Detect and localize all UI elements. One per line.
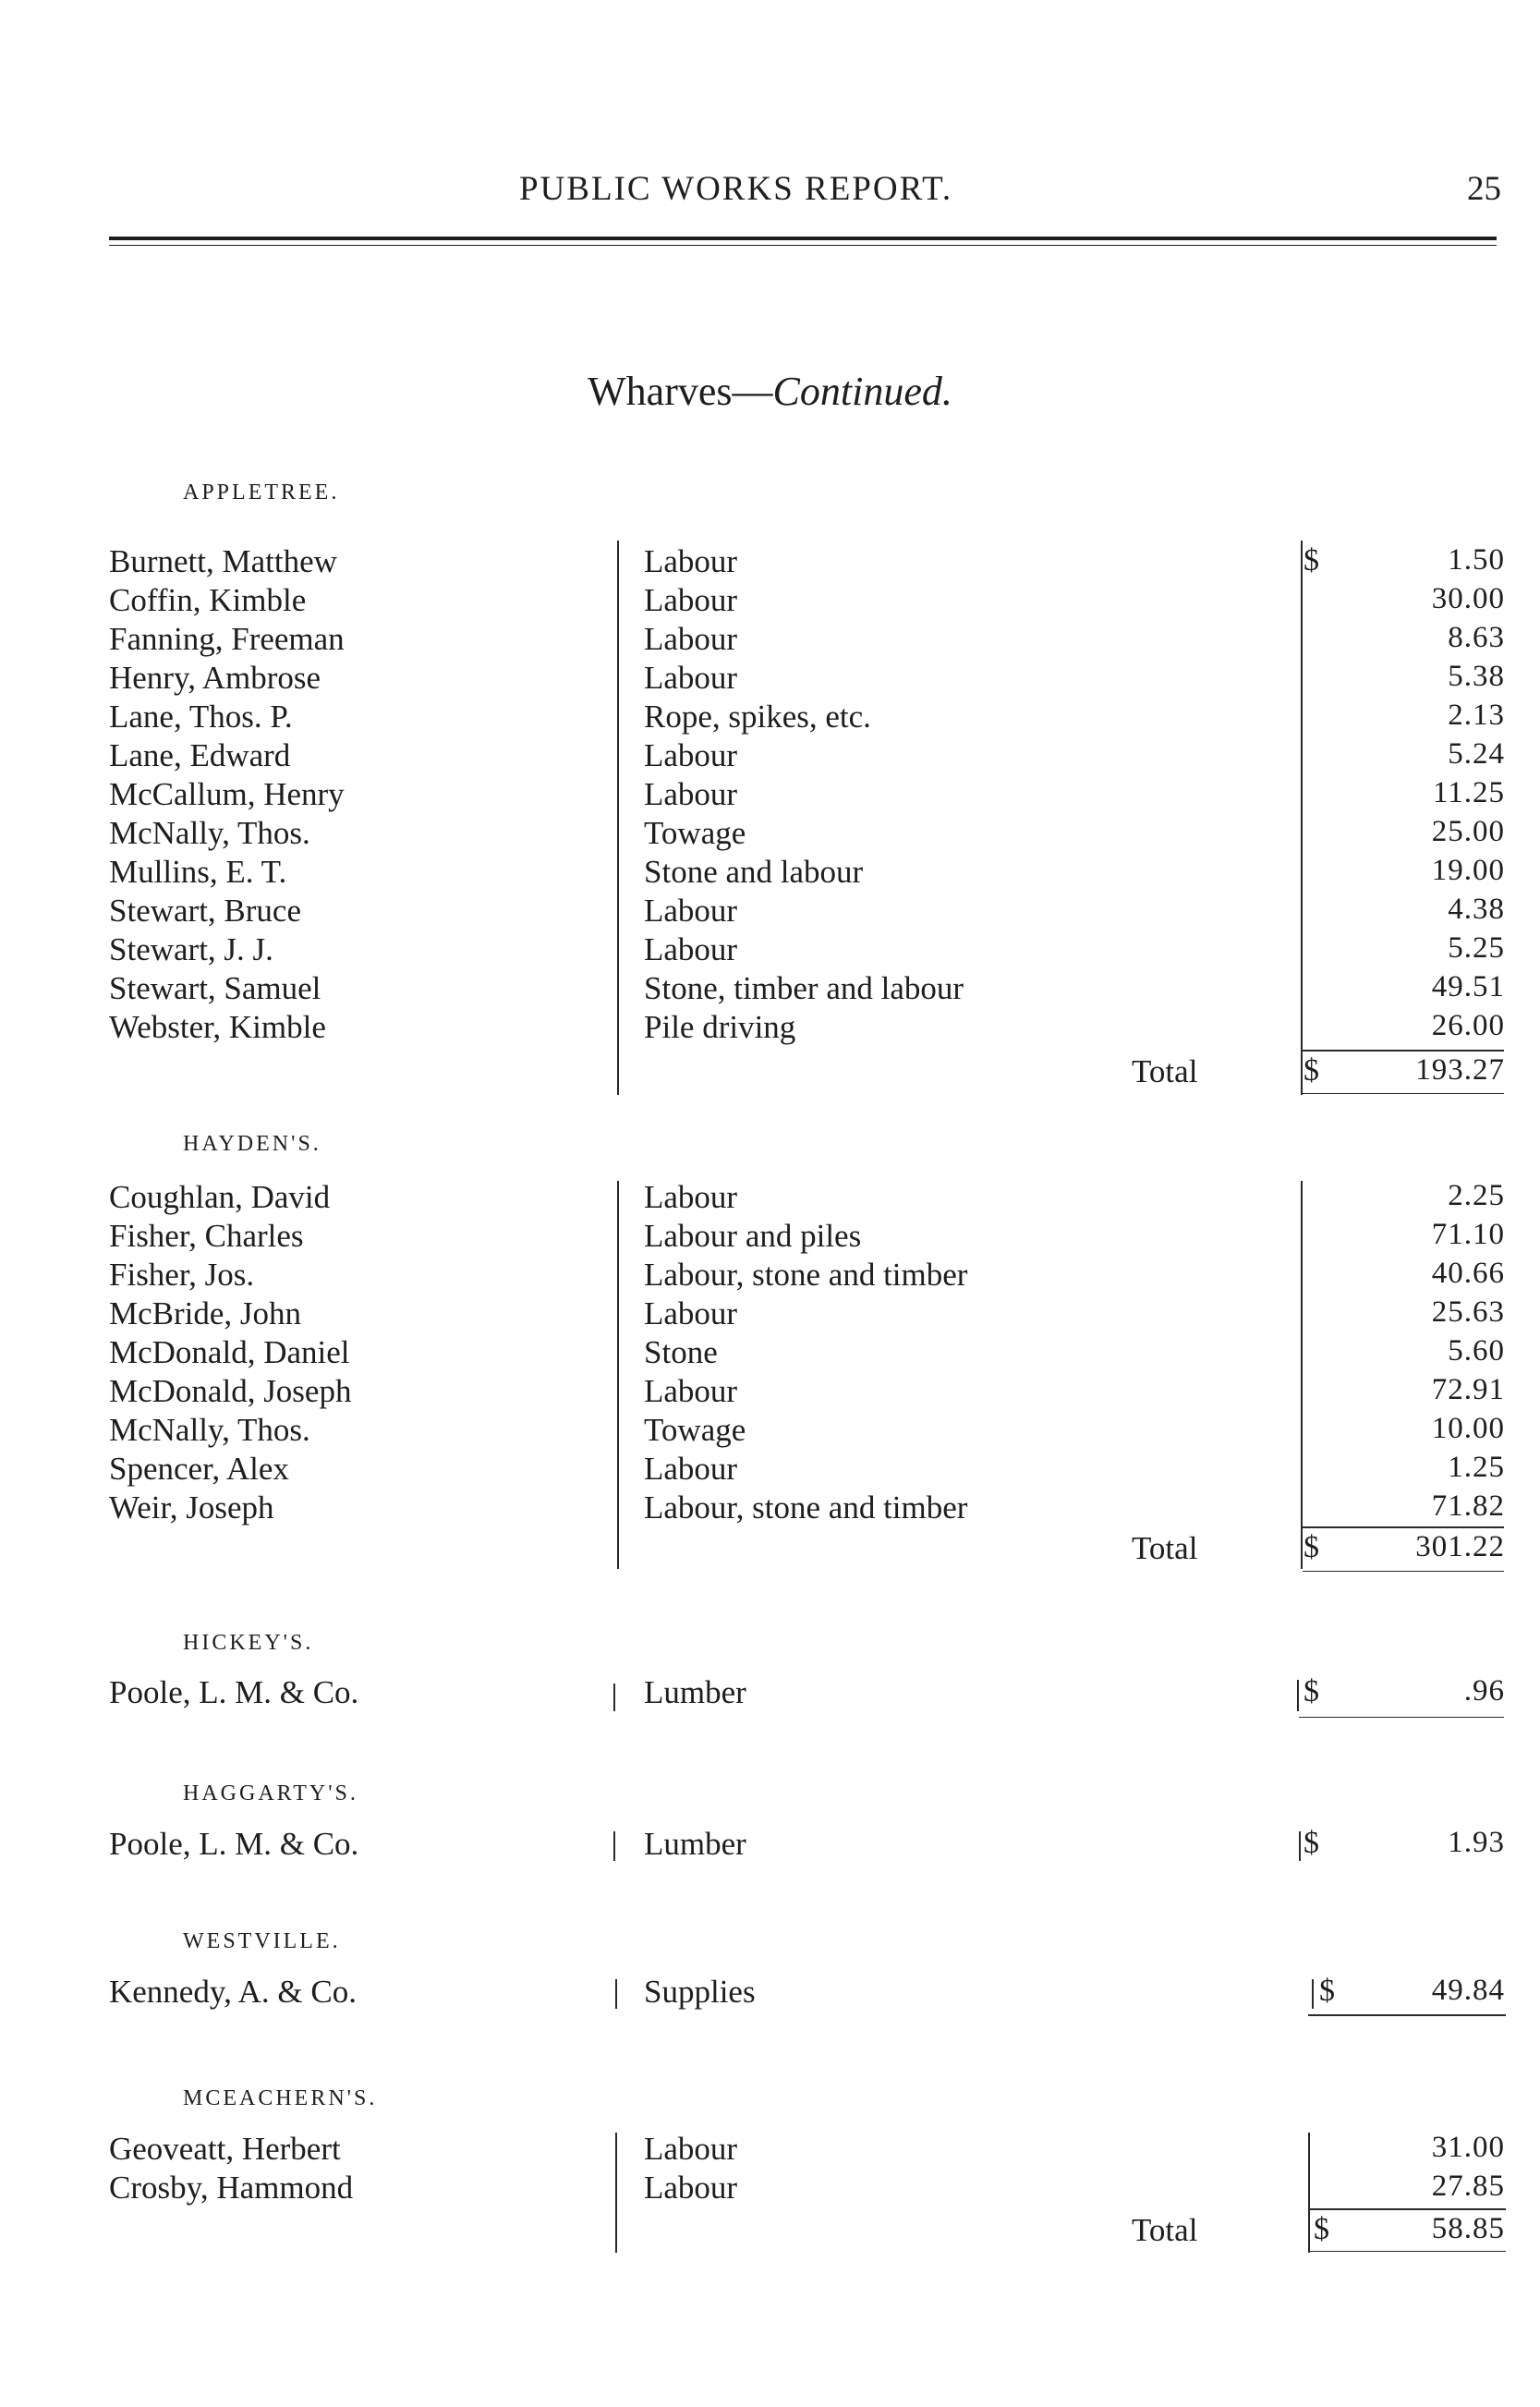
item-description: Labour [644,660,738,696]
amount: 1.25 [1448,1451,1505,1484]
item-description: Labour [644,2131,738,2167]
amount: 10.00 [1431,1412,1505,1445]
page-header [0,169,1540,215]
amount: 26.00 [1431,1009,1505,1042]
item-description: Labour [644,1373,738,1409]
item-description: Labour [644,1295,738,1331]
item-description: Labour, stone and timber [644,1489,968,1526]
table-row [0,1451,1540,1489]
dollar-sign: $ [1304,1826,1319,1860]
heading-continued: Continued. [772,369,952,414]
table-row [0,1257,1540,1295]
item-description: Labour and piles [644,1218,862,1254]
table-row [0,931,1540,970]
table-row [0,543,1540,582]
total-rule [1303,1050,1504,1052]
amount: 71.82 [1431,1489,1505,1523]
amount: .96 [1463,1674,1505,1708]
total-row [0,1530,1540,1569]
payee-name: Crosby, Hammond [109,2170,354,2206]
amount: 1.50 [1448,543,1505,577]
payee-name: McNally, Thos. [109,1412,310,1448]
amount: 5.24 [1448,737,1505,771]
payee-name: Lane, Thos. P. [109,699,293,735]
total-row [0,1053,1540,1092]
payee-name: Henry, Ambrose [109,660,321,696]
item-description: Labour [644,543,738,579]
total-amount: 193.27 [1415,1053,1505,1087]
amount: 72.91 [1431,1373,1505,1406]
item-description: Labour [644,621,738,657]
table-row [0,1179,1540,1218]
table-row [0,1009,1540,1048]
payee-name: Lane, Edward [109,737,291,773]
table-row [0,1826,1540,1865]
payee-name: Stewart, Bruce [109,893,301,929]
section-label-mceacherns: MCEACHERN'S. [183,2086,378,2110]
item-description: Stone, timber and labour [644,970,964,1006]
total-row [0,2212,1540,2251]
payee-name: Stewart, Samuel [109,970,321,1006]
dollar-sign: $ [1304,1674,1319,1708]
payee-name: Stewart, J. J. [109,931,273,967]
payee-name: Fisher, Charles [109,1218,304,1254]
amount-underline [1308,2014,1506,2016]
amount: 8.63 [1448,621,1505,654]
item-description: Stone [644,1334,718,1370]
section-label-hickeys: HICKEY'S. [183,1631,314,1655]
amount: 2.13 [1448,699,1505,732]
total-rule [1310,2208,1506,2210]
item-description: Towage [644,1412,746,1448]
total-underline [1303,1571,1504,1572]
item-description: Rope, spikes, etc. [644,699,871,735]
total-underline [1303,1093,1504,1094]
section-label-haydens: HAYDEN'S. [183,1132,321,1156]
table-row [0,1412,1540,1451]
amount: 27.85 [1431,2170,1505,2203]
table-row [0,1373,1540,1412]
header-rule-thin [109,245,1497,246]
amount: 31.00 [1431,2131,1505,2164]
header-rule [109,237,1497,240]
dollar-sign: $ [1304,1053,1319,1088]
item-description: Labour [644,2170,738,2206]
item-description: Labour [644,776,738,812]
item-description: Towage [644,815,746,851]
amount: 2.25 [1448,1179,1505,1212]
payee-name: Burnett, Matthew [109,543,337,579]
amount: 4.38 [1448,893,1505,926]
total-amount: 58.85 [1431,2212,1505,2245]
section-label-westville: WESTVILLE. [183,1929,341,1953]
table-row [0,1295,1540,1334]
total-underline [1310,2251,1506,2252]
page-number: 25 [1467,170,1501,208]
total-label: Total [1132,1053,1198,1089]
total-amount: 301.22 [1415,1530,1505,1563]
payee-name: McNally, Thos. [109,815,310,851]
table-row [0,1674,1540,1713]
item-description: Labour [644,1451,738,1487]
payee-name: Webster, Kimble [109,1009,326,1045]
amount: 25.00 [1431,815,1505,848]
total-label: Total [1132,2212,1198,2248]
amount: 1.93 [1448,1826,1505,1859]
amount: 5.25 [1448,931,1505,965]
total-rule [1303,1526,1504,1528]
amount: 49.51 [1431,970,1505,1003]
table-row [0,776,1540,815]
amount: 19.00 [1431,854,1505,887]
section-heading [0,368,1540,415]
amount: 49.84 [1431,1974,1505,2007]
amount: 11.25 [1432,776,1505,809]
item-description: Lumber [644,1674,746,1710]
amount: 5.38 [1448,660,1505,693]
table-row [0,815,1540,854]
table-row [0,1974,1540,2012]
table-row [0,1489,1540,1528]
payee-name: Coffin, Kimble [109,582,307,618]
section-label-appletree: APPLETREE. [183,480,340,504]
section-label-haggartys: HAGGARTY'S. [183,1781,358,1805]
item-description: Labour [644,737,738,773]
payee-name: McDonald, Daniel [109,1334,350,1370]
payee-name: Kennedy, A. & Co. [109,1974,357,2010]
table-row [0,893,1540,931]
amount: 5.60 [1448,1334,1505,1368]
item-description: Stone and labour [644,854,864,890]
payee-name: Coughlan, David [109,1179,331,1215]
item-description: Supplies [644,1974,756,2010]
table-row [0,2170,1540,2208]
payee-name: McDonald, Joseph [109,1373,352,1409]
item-description: Lumber [644,1826,746,1862]
payee-name: Poole, L. M. & Co. [109,1674,359,1710]
table-row [0,1334,1540,1373]
amount: 71.10 [1431,1218,1505,1251]
dollar-sign: $ [1314,2212,1329,2246]
amount: 30.00 [1431,582,1505,615]
item-description: Labour [644,1179,738,1215]
payee-name: Geoveatt, Herbert [109,2131,341,2167]
table-row [0,582,1540,621]
payee-name: Fisher, Jos. [109,1257,255,1293]
payee-name: McBride, John [109,1295,302,1331]
payee-name: McCallum, Henry [109,776,345,812]
table-row [0,854,1540,893]
table-row [0,2131,1540,2170]
table-row [0,660,1540,699]
payee-name: Spencer, Alex [109,1451,289,1487]
item-description: Labour [644,582,738,618]
dollar-sign: $ [1319,1974,1335,2008]
item-description: Labour [644,931,738,967]
table-row [0,621,1540,660]
dollar-sign: $ [1304,543,1319,577]
item-description: Labour, stone and timber [644,1257,968,1293]
amount: 40.66 [1431,1257,1505,1290]
item-description: Pile driving [644,1009,796,1045]
amount-underline [1299,1717,1504,1718]
table-row [0,699,1540,737]
item-description: Labour [644,893,738,929]
dollar-sign: $ [1304,1530,1319,1564]
table-row [0,970,1540,1009]
table-row [0,1218,1540,1257]
payee-name: Fanning, Freeman [109,621,345,657]
table-row [0,737,1540,776]
payee-name: Poole, L. M. & Co. [109,1826,359,1862]
heading-main: Wharves— [588,369,773,414]
payee-name: Mullins, E. T. [109,854,287,890]
payee-name: Weir, Joseph [109,1489,274,1526]
report-title: PUBLIC WORKS REPORT. [519,170,953,208]
total-label: Total [1132,1530,1198,1566]
amount: 25.63 [1431,1295,1505,1329]
